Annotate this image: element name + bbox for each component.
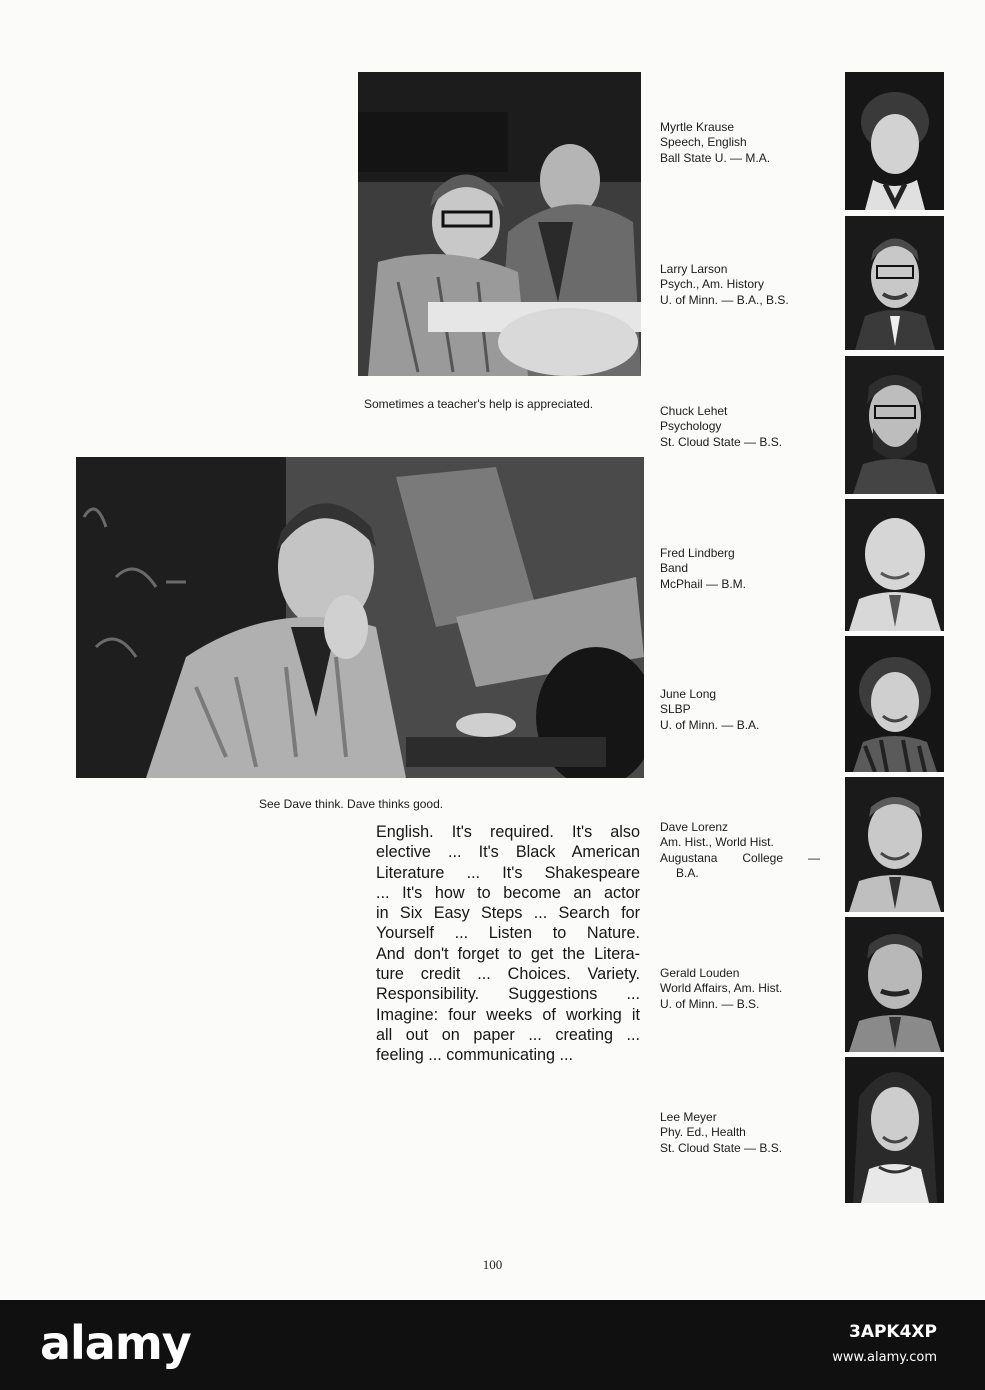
teacher-name: Gerald Louden bbox=[660, 966, 740, 980]
photo-dave-thinking-image bbox=[76, 457, 644, 778]
page-number: 100 bbox=[482, 1257, 503, 1272]
article-line: ture credit ... Choices. Variety. bbox=[376, 965, 640, 984]
teacher-subject: Psychology bbox=[660, 419, 722, 434]
article-line: in Six Easy Steps ... Search for bbox=[376, 904, 640, 923]
article-line: Literature ... It's Shakespeare bbox=[376, 863, 640, 882]
teacher-info bbox=[660, 966, 840, 1012]
teacher-portrait bbox=[845, 777, 944, 912]
article-line: Imagine: four weeks of working it bbox=[376, 1005, 640, 1024]
teacher-info bbox=[660, 262, 840, 308]
teacher-name: Dave Lorenz bbox=[660, 820, 729, 834]
teacher-portrait bbox=[845, 499, 944, 631]
teacher-name: Fred Lindberg bbox=[660, 546, 735, 560]
teacher-degree: St. Cloud State — B.S. bbox=[660, 434, 783, 449]
photo-teacher-helping-student-image bbox=[358, 72, 641, 376]
teacher-info bbox=[660, 404, 840, 450]
photo-teacher-helping-student bbox=[358, 72, 641, 376]
teacher-info bbox=[660, 546, 840, 592]
teacher-portrait bbox=[845, 356, 944, 494]
teacher-info bbox=[660, 120, 840, 166]
teacher-name: Larry Larson bbox=[660, 262, 728, 276]
teacher-degree: Ball State U. — M.A. bbox=[660, 150, 771, 165]
teacher-name: Lee Meyer bbox=[660, 1110, 717, 1124]
teacher-degree: St. Cloud State — B.S. bbox=[660, 1140, 783, 1155]
teacher-info bbox=[660, 1110, 840, 1156]
article-line: all out on paper ... creating ... bbox=[376, 1025, 640, 1044]
teacher-subject: Speech, English bbox=[660, 135, 747, 150]
teacher-portrait bbox=[845, 216, 944, 350]
teacher-subject: Band bbox=[660, 561, 689, 576]
teacher-degree: U. of Minn. — B.A., B.S. bbox=[660, 292, 789, 307]
teacher-name: June Long bbox=[660, 687, 717, 701]
teacher-portrait bbox=[845, 636, 944, 772]
teacher-portrait bbox=[845, 72, 944, 210]
article-line: Responsibility. Suggestions ... bbox=[376, 985, 640, 1004]
article-body bbox=[376, 822, 640, 1066]
teacher-degree: McPhail — B.M. bbox=[660, 576, 747, 591]
teacher-name: Myrtle Krause bbox=[660, 120, 735, 134]
teacher-degree: Augustana College — bbox=[660, 850, 820, 865]
caption-middle-photo: See Dave think. Dave thinks good. bbox=[259, 797, 444, 811]
teacher-degree: U. of Minn. — B.S. bbox=[660, 996, 760, 1011]
watermark-url: www.alamy.com bbox=[832, 1350, 937, 1365]
teacher-degree-continued: B.A. bbox=[676, 865, 699, 880]
article-line: ... It's how to become an actor bbox=[376, 883, 640, 902]
teacher-info bbox=[660, 687, 840, 733]
teacher-subject: Psych., Am. History bbox=[660, 277, 765, 292]
teacher-info bbox=[660, 820, 820, 881]
article-line: English. It's required. It's also bbox=[376, 823, 640, 841]
teacher-subject: Phy. Ed., Health bbox=[660, 1125, 746, 1140]
teacher-degree: U. of Minn. — B.A. bbox=[660, 717, 760, 732]
article-line: elective ... It's Black American bbox=[376, 843, 640, 862]
teacher-subject: SLBP bbox=[660, 702, 691, 717]
caption-top-photo: Sometimes a teacher's help is appreciated. bbox=[364, 397, 594, 411]
teacher-portrait bbox=[845, 917, 944, 1052]
photo-dave-thinking bbox=[76, 457, 644, 778]
teacher-subject: Am. Hist., World Hist. bbox=[660, 835, 774, 850]
article-line: Yourself ... Listen to Nature. bbox=[376, 924, 640, 943]
watermark-footer bbox=[0, 1300, 985, 1390]
teacher-name: Chuck Lehet bbox=[660, 404, 728, 418]
watermark-image-id: 3APK4XP bbox=[848, 1322, 937, 1342]
article-line: feeling ... communicating ... bbox=[376, 1046, 574, 1065]
watermark-logo: alamy bbox=[40, 1316, 191, 1370]
teacher-portrait bbox=[845, 1057, 944, 1203]
teacher-subject: World Affairs, Am. Hist. bbox=[660, 981, 783, 996]
article-line: And don't forget to get the Litera- bbox=[376, 944, 640, 963]
